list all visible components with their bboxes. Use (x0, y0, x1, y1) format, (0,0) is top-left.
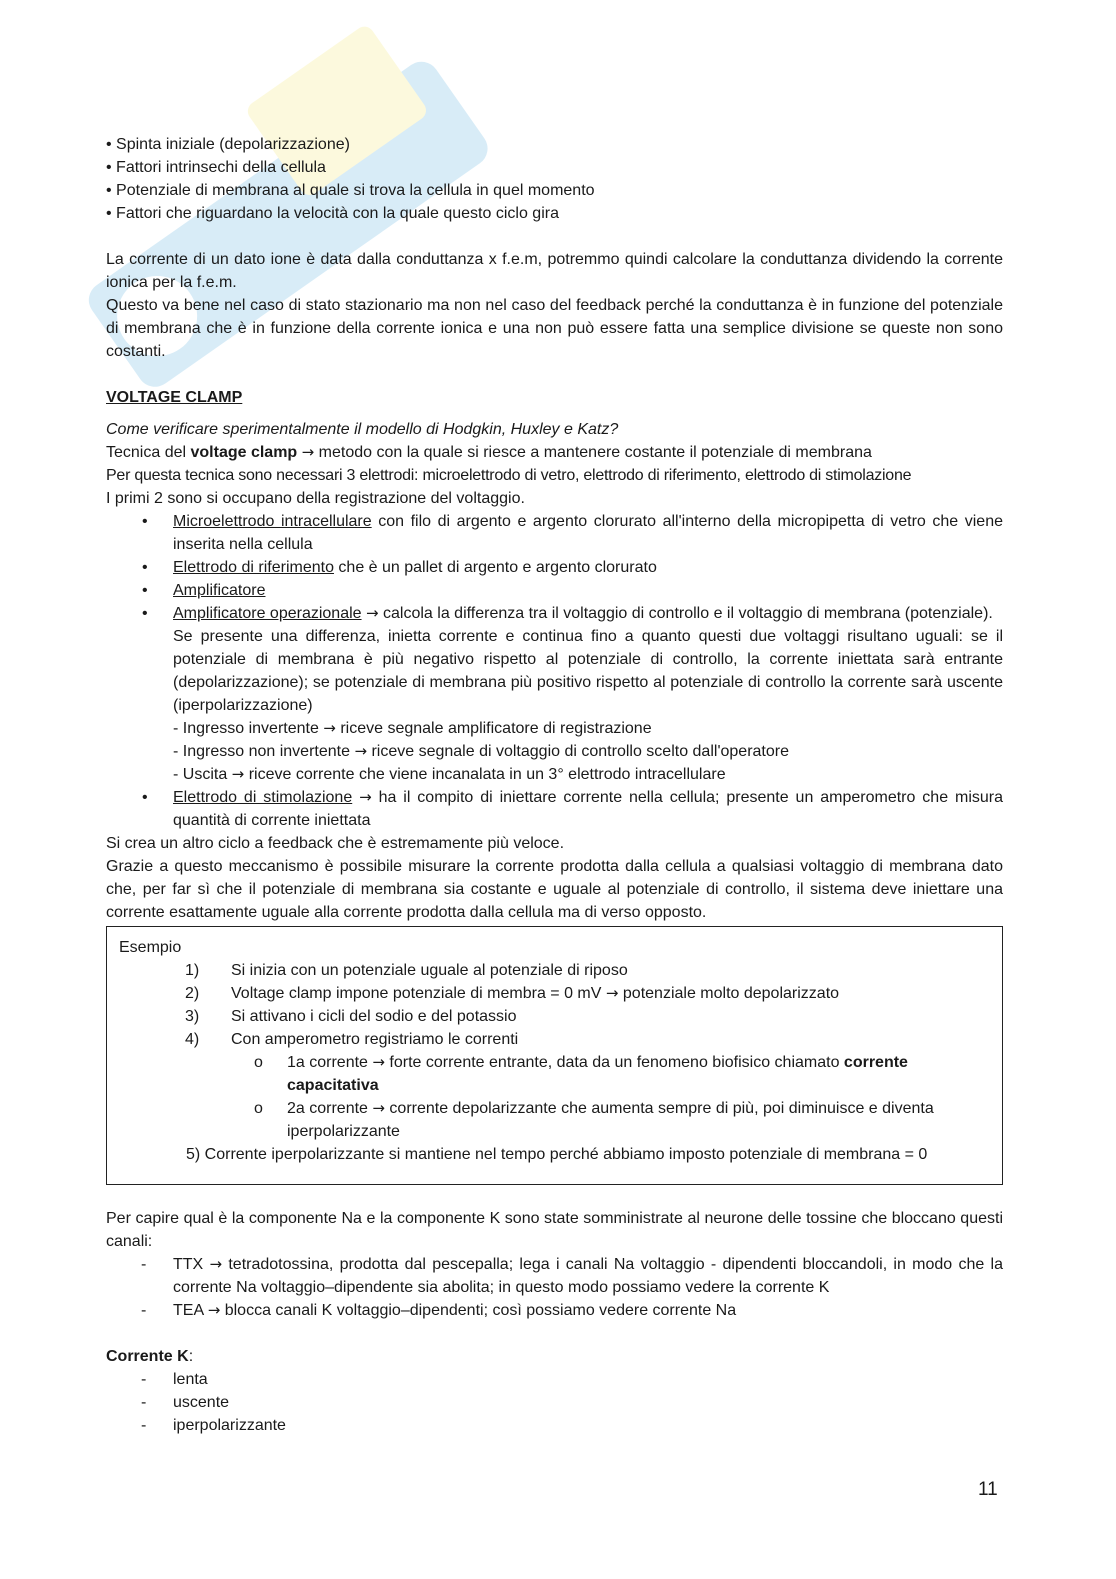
example-title: Esempio (119, 939, 182, 956)
arrow-icon: → (231, 765, 245, 783)
technique-line: Tecnica del voltage clamp → metodo con la quale si riesce a mantenere costante il potenziale di membrana (106, 443, 872, 461)
sub-item: - Ingresso non invertente → riceve segnale di voltaggio di controllo scelto dall'operatore (173, 742, 789, 760)
k-current-properties (106, 1368, 1003, 1437)
toxin-list (106, 1253, 1003, 1322)
example-substeps (119, 1051, 982, 1143)
list-item: - uscente (106, 1391, 1003, 1414)
list-item: • Microelettrodo intracellulare con filo di argento e argento clorurato all'interno della micropipetta di vetro che viene inserita nella cellula (106, 510, 1003, 556)
arrow-icon: → (209, 1255, 223, 1273)
list-item: o 2a corrente → corrente depolarizzante che aumenta sempre di più, poi diminuisce e diventa iperpolarizzante (254, 1099, 934, 1140)
list-item: • Amplificatore operazionale → calcola la differenza tra il voltaggio di controllo e il voltaggio di membrana (potenziale). Se presente una differenza, inietta corrente e continua fino a quanto questi due voltaggi risultano uguali: se il potenziale di membrana è più negativo rispetto al potenziale di controllo, la corrente iniettata sarà entrante (depolarizzazione); se potenziale di membrana più positivo rispetto al potenziale di controllo la corrente sarà uscente (iperpolarizzazione) - Ingresso invertente → riceve segnale amplificatore di registrazione - Ingresso non invertente → riceve segnale di voltaggio di controllo scelto dall'operatore - Uscita → riceve corrente che viene incanalata in un 3° elettrodo intracellulare (106, 602, 1003, 786)
list-item: 4) Con amperometro registriamo le correnti (185, 1031, 519, 1048)
arrow-icon: → (372, 1053, 385, 1071)
list-item: • Fattori intrinsechi della cellula (106, 159, 326, 176)
paragraph-toxins: Per capire qual è la componente Na e la componente K sono state somministrate al neurone delle tossine che bloccano questi canali: (106, 1210, 1003, 1250)
list-item: - lenta (106, 1368, 1003, 1391)
arrow-icon: → (605, 984, 619, 1002)
list-item: 2) Voltage clamp impone potenziale di membra = 0 mV → potenziale molto depolarizzato (185, 984, 840, 1002)
arrow-icon: → (323, 719, 336, 737)
list-item: • Amplificatore (106, 579, 1003, 602)
paragraph-current: La corrente di un dato ione è data dalla conduttanza x f.e.m, potremmo quindi calcolare la conduttanza dividendo la corrente ionica per la f.e.m. (106, 251, 1003, 291)
list-item: • Fattori che riguardano la velocità con la quale questo ciclo gira (106, 205, 559, 222)
sub-item: - Ingresso invertente → riceve segnale amplificatore di registrazione (173, 719, 652, 737)
list-item: - TTX → tetradotossina, prodotta dal pescepalla; lega i canali Na voltaggio - dipendenti bloccandoli, in modo che la corrente Na voltaggio–dipendente sia abolita; in questo modo possiamo vedere la corrente K (106, 1253, 1003, 1299)
k-current-title: Corrente K: (106, 1348, 194, 1365)
arrow-icon: → (372, 1099, 385, 1117)
electrodes-line: Per questa tecnica sono necessari 3 elettrodi: microelettrodo di vetro, elettrodo di riferimento, elettrodo di stimolazione (106, 467, 912, 484)
list-item: • Spinta iniziale (depolarizzazione) (106, 136, 350, 153)
list-item: • Elettrodo di riferimento che è un pallet di argento e argento clorurato (106, 556, 1003, 579)
list-item: • Elettrodo di stimolazione → ha il compito di iniettare corrente nella cellula; presente un amperometro che misura quantità di corrente iniettata (106, 786, 1003, 832)
list-item: - iperpolarizzante (106, 1414, 1003, 1437)
paragraph-feedback: Questo va bene nel caso di stato stazionario ma non nel caso del feedback perché la conduttanza è in funzione del potenziale di membrana che è in funzione della corrente ionica e una non può essere fatta una semplice divisione se queste non sono costanti. (106, 297, 1003, 360)
example-box (106, 926, 1003, 1185)
paragraph-feedback-loop: Si crea un altro ciclo a feedback che è estremamente più veloce. (106, 835, 565, 852)
sub-item: - Uscita → riceve corrente che viene incanalata in un 3° elettrodo intracellulare (173, 765, 726, 783)
document-page (106, 133, 1003, 1437)
list-item: • Potenziale di membrana al quale si trova la cellula in quel momento (106, 182, 595, 199)
question-line: Come verificare sperimentalmente il modello di Hodgkin, Huxley e Katz? (106, 421, 619, 438)
section-title: VOLTAGE CLAMP (106, 389, 243, 406)
paragraph-mechanism: Grazie a questo meccanismo è possibile misurare la corrente prodotta dalla cellula a qualsiasi voltaggio di membrana dato che, per far sì che il potenziale di membrana sia costante e uguale al potenziale di controllo, il sistema deve iniettare una corrente esattamente uguale alla corrente prodotta dalla cellula ma di verso opposto. (106, 858, 1003, 921)
list-item: 1) Si inizia con un potenziale uguale al potenziale di riposo (185, 962, 628, 979)
example-steps (119, 959, 982, 1051)
list-item: 3) Si attivano i cicli del sodio e del potassio (185, 1008, 517, 1025)
list-item: - TEA → blocca canali K voltaggio–dipendenti; così possiamo vedere corrente Na (106, 1299, 1003, 1322)
example-step5: 5) Corrente iperpolarizzante si mantiene nel tempo perché abbiamo imposto potenziale di membrana = 0 (186, 1146, 928, 1163)
list-item: o 1a corrente → forte corrente entrante, data da un fenomeno biofisico chiamato corrente capacitativa (254, 1053, 908, 1094)
first-two-line: I primi 2 sono si occupano della registrazione del voltaggio. (106, 490, 525, 507)
arrow-icon: → (354, 742, 368, 760)
op-detail: Se presente una differenza, inietta corrente e continua fino a quanto questi due voltaggi risultano uguali: se il potenziale di membrana è più negativo rispetto al potenziale di controllo, la corrente iniettata sarà entrante (depolarizzazione); se potenziale di membrana più positivo rispetto al potenziale di controllo la corrente sarà uscente (iperpolarizzazione) (173, 628, 1003, 714)
intro-bullets (106, 133, 1003, 225)
electrode-list (106, 510, 1003, 832)
arrow-icon: → (359, 788, 372, 806)
arrow-icon: → (301, 443, 315, 461)
arrow-icon: → (207, 1301, 221, 1319)
page-number: 11 (978, 1479, 998, 1500)
arrow-icon: → (366, 604, 379, 622)
